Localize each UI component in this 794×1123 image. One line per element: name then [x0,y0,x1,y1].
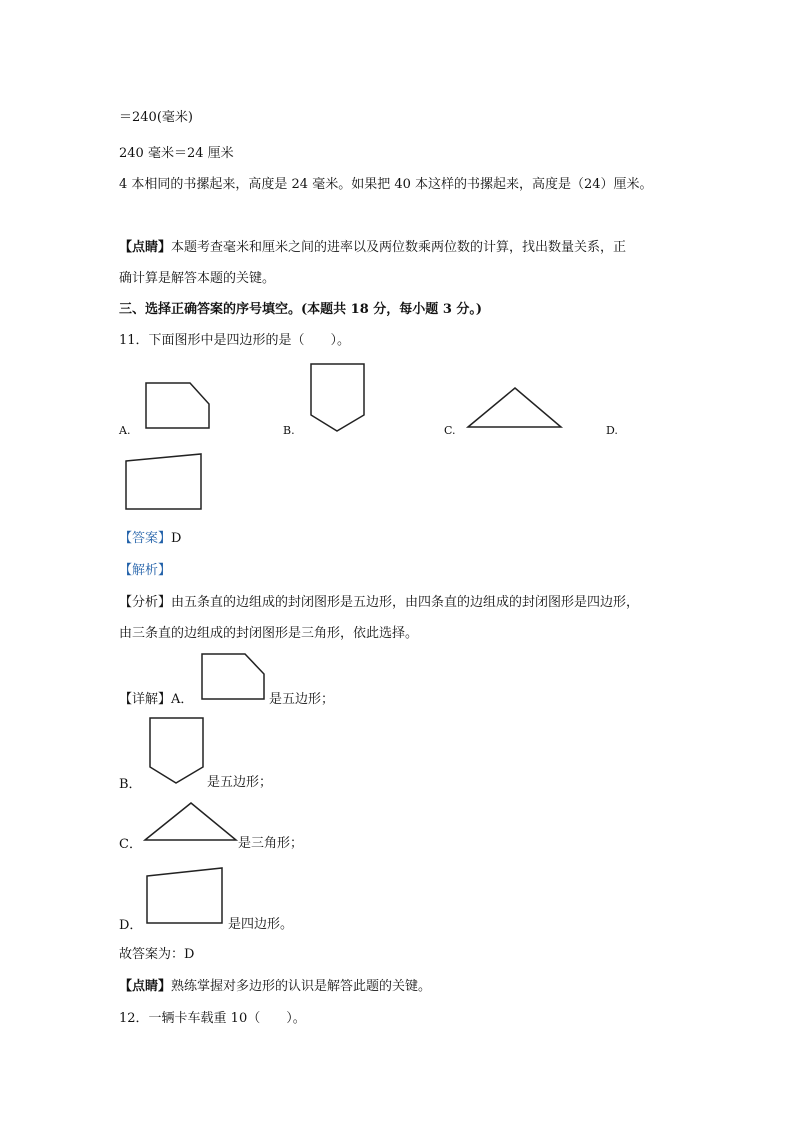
tip-10-text-1: 本题考查毫米和厘米之间的进率以及两位数乘两位数的计算，找出数量关系，正 [171,240,627,255]
option-a-label: A. [119,424,131,437]
detail-b-label: B． [119,777,142,792]
option-d-quadrilateral [125,453,203,511]
question-11: 11．下面图形中是四边形的是（ ）。 [119,333,351,348]
detail-a-pentagon [201,653,267,701]
tip-10-line-2: 确计算是解答本题的关键。 [119,271,276,286]
calc-line-3: 4 本相同的书摞起来，高度是 24 毫米。如果把 40 本这样的书摞起来，高度是（24）厘米。 [119,177,653,192]
analysis-tag: 【解析】 [119,563,172,578]
answer-tag: 【答案】 [119,531,172,546]
option-c-triangle [467,387,563,429]
tip-11-text: 熟练掌握对多边形的认识是解答此题的关键。 [171,979,432,994]
tip-10-line-1 [119,239,626,257]
tip-11-line [119,978,431,996]
fenxi-tag: 【分析】 [119,595,172,610]
answer-value: D [171,531,182,546]
detail-c-text: 是三角形； [238,836,304,851]
detail-d-text: 是四边形。 [228,917,294,932]
detail-b-pentagon [149,717,205,785]
detail-a-text: 是五边形； [269,692,335,707]
fenxi-line-1 [119,594,639,612]
option-d-label: D. [606,424,618,437]
detail-b-text: 是五边形； [207,775,273,790]
detail-a-line [119,691,193,709]
option-b-pentagon [310,363,366,433]
detail-c-triangle [144,802,238,842]
option-b-label: B. [283,424,295,437]
tip-10-tag: 【点睛】 [119,240,172,255]
detail-d-quadrilateral [146,867,224,925]
calc-line-2: 240 毫米＝24 厘米 [119,146,234,161]
section-3-heading: 三、选择正确答案的序号填空。(本题共 18 分，每小题 3 分。) [119,302,483,317]
calc-line-1: ＝240(毫米) [119,110,193,125]
answer-line [119,530,181,548]
detail-c-label: C． [119,837,142,852]
final-answer: 故答案为：D [119,947,195,962]
option-c-label: C. [444,424,456,437]
fenxi-line-2: 由三条直的边组成的封闭图形是三角形，依此选择。 [119,626,419,641]
option-a-pentagon [145,382,211,430]
tip-11-tag: 【点睛】 [119,979,172,994]
detail-tag: 【详解】 [119,692,172,707]
detail-d-label: D． [119,918,143,933]
detail-a-label: A． [171,692,194,707]
fenxi-text-1: 由五条直的边组成的封闭图形是五边形，由四条直的边组成的封闭图形是四边形， [171,595,640,610]
question-12: 12．一辆卡车载重 10（ ）。 [119,1011,306,1026]
